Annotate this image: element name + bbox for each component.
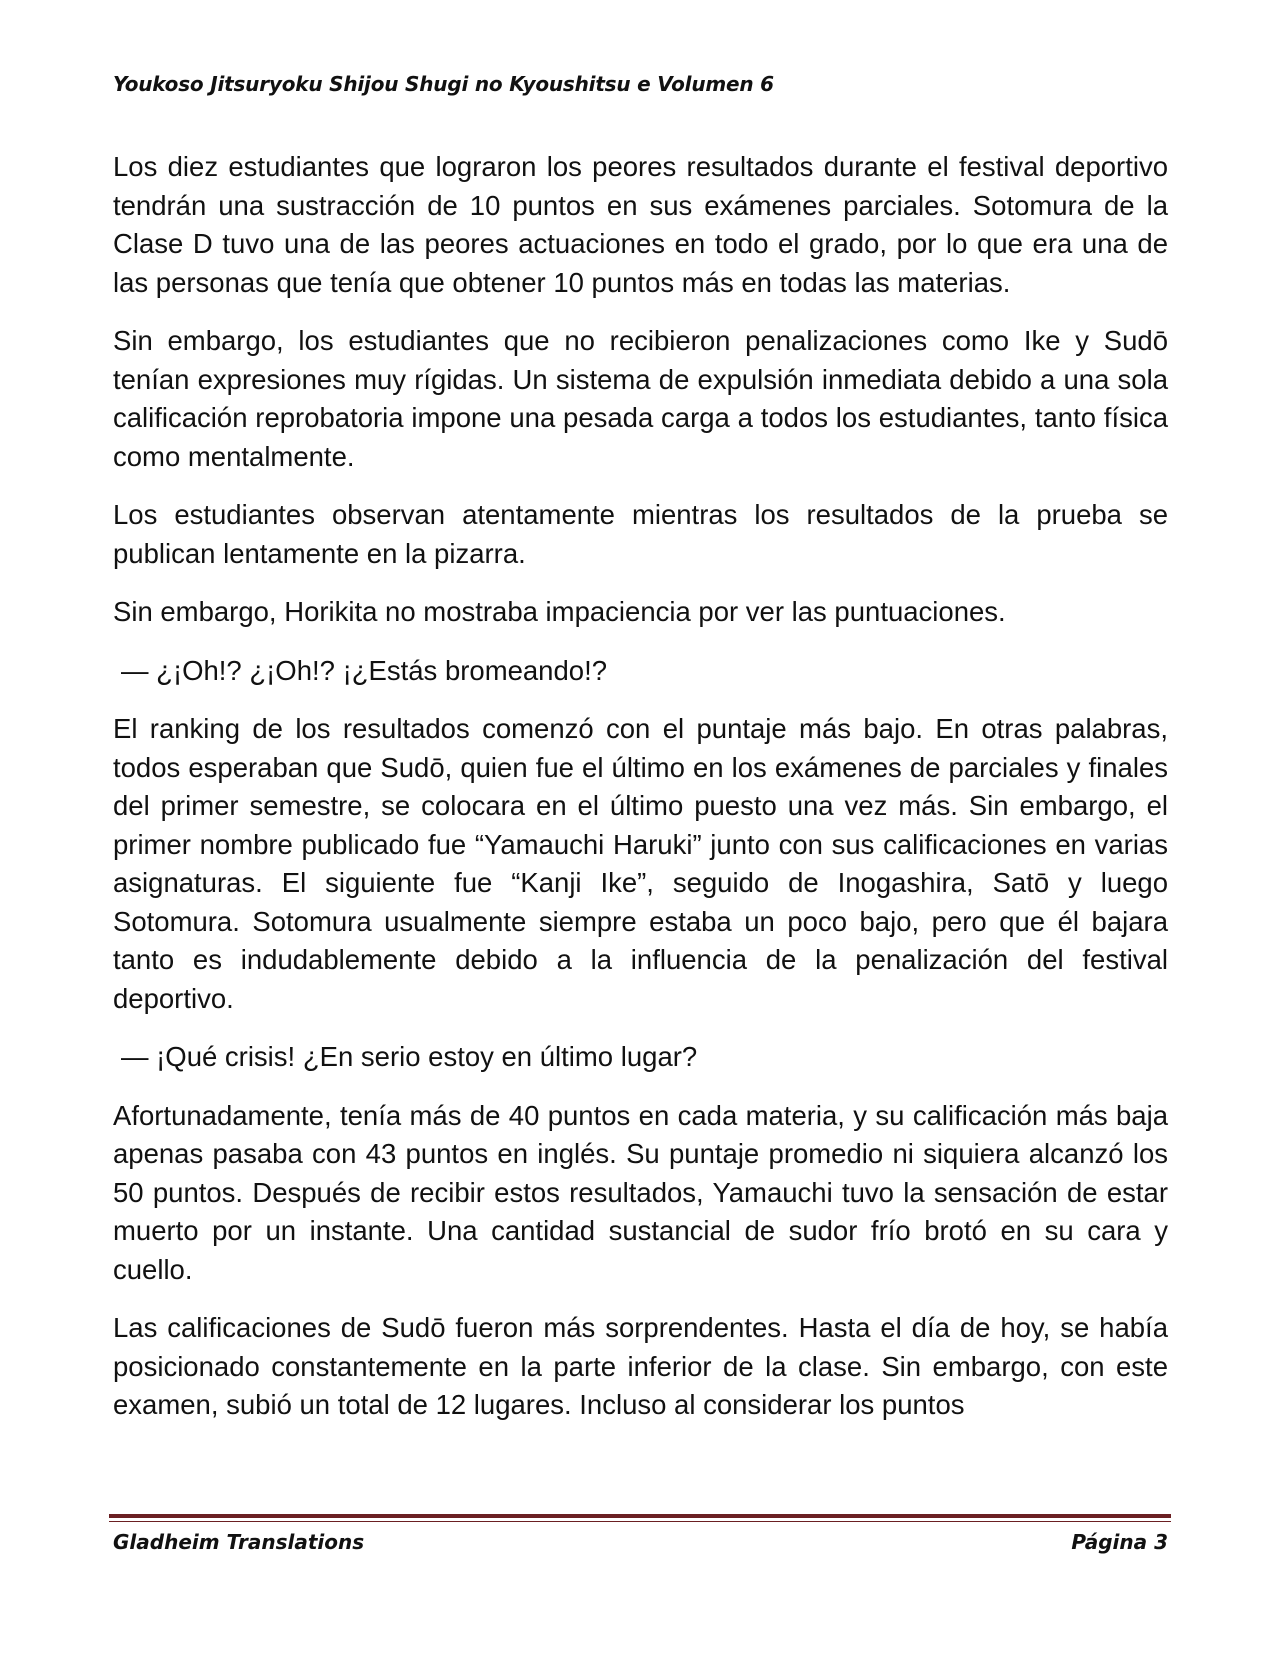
footer-translator-credit: Gladheim Translations [113, 1530, 365, 1554]
paragraph-1: Los diez estudiantes que lograron los peores resultados durante el festival deportivo tendrán una sustracción de 10 puntos en sus exámenes parciales. Sotomura de la Clase D tuvo una de las peores actuaciones en todo el grado, por lo que era una de las personas que tenía que obtener 10 puntos más en todas las materias. [113, 151, 1168, 298]
footer-rule-thin [109, 1521, 1171, 1522]
document-body [113, 148, 1168, 1445]
footer-rule-thick [109, 1514, 1171, 1518]
paragraph-7: Las calificaciones de Sudō fueron más sorprendentes. Hasta el día de hoy, se había posicionado constantemente en la parte inferior de la clase. Sin embargo, con este examen, subió un total de 12 lugares. Incluso al considerar los puntos [113, 1312, 1168, 1420]
paragraph-4: Sin embargo, Horikita no mostraba impaciencia por ver las puntuaciones. [113, 596, 1006, 627]
paragraph-2: Sin embargo, los estudiantes que no recibieron penalizaciones como Ike y Sudō tenían expresiones muy rígidas. Un sistema de expulsión inmediata debido a una sola calificación reprobatoria impone una pesada carga a todos los estudiantes, tanto física como mentalmente. [113, 325, 1168, 472]
paragraph-5: El ranking de los resultados comenzó con el puntaje más bajo. En otras palabras, todos esperaban que Sudō, quien fue el último en los exámenes de parciales y finales del primer semestre, se colocara en el último puesto una vez más. Sin embargo, el primer nombre publicado fue “Yamauchi Haruki” junto con sus calificaciones en varias asignaturas. El siguiente fue “Kanji Ike”, seguido de Inogashira, Satō y luego Sotomura. Sotomura usualmente siempre estaba un poco bajo, pero que él bajara tanto es indudablemente debido a la influencia de la penalización del festival deportivo. [113, 713, 1168, 1014]
paragraph-3: Los estudiantes observan atentamente mientras los resultados de la prueba se publican lentamente en la pizarra. [113, 499, 1168, 569]
page-header-title: Youkoso Jitsuryoku Shijou Shugi no Kyoushitsu e Volumen 6 [113, 72, 774, 96]
dialogue-line-2: — ¡Qué crisis! ¿En serio estoy en último lugar? [121, 1041, 698, 1072]
footer-page-number: Página 3 [1071, 1530, 1168, 1554]
dialogue-line-1: — ¿¡Oh!? ¿¡Oh!? ¡¿Estás bromeando!? [121, 654, 608, 686]
paragraph-6: Afortunadamente, tenía más de 40 puntos en cada materia, y su calificación más baja apenas pasaba con 43 puntos en inglés. Su puntaje promedio ni siquiera alcanzó los 50 puntos. Después de recibir estos resultados, Yamauchi tuvo la sensación de estar muerto por un instante. Una cantidad sustancial de sudor frío brotó en su cara y cuello. [113, 1099, 1168, 1285]
